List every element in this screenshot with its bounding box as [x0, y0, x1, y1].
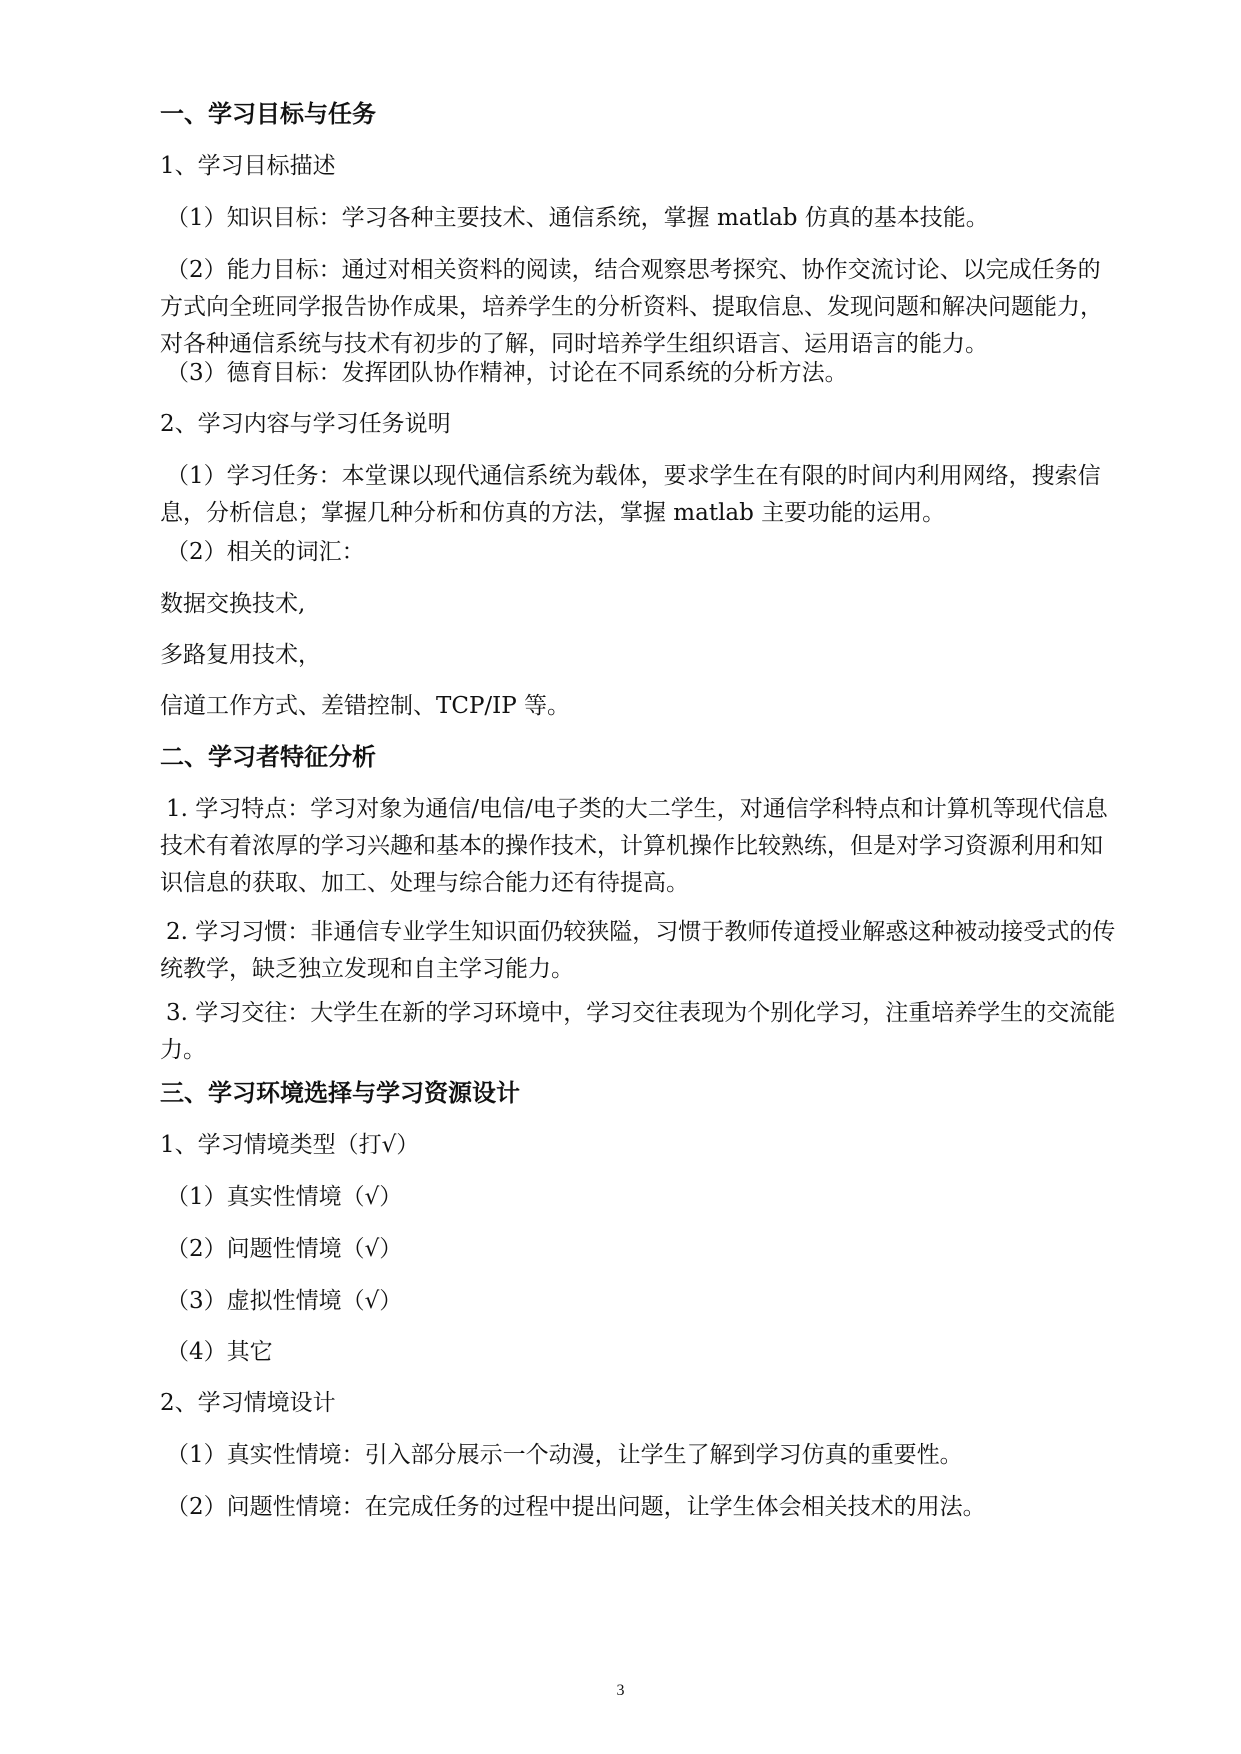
situation-type-2: （2）问题性情境（√）: [166, 1236, 403, 1262]
situation-design-1: （1）真实性情境：引入部分展示一个动漫，让学生了解到学习仿真的重要性。: [166, 1442, 963, 1468]
learner-feature-1: 1. 学习特点：学习对象为通信/电信/电子类的大二学生，对通信学科特点和计算机等现代信息技术有着浓厚的学习兴趣和基本的操作技术，计算机操作比较熟练，但是对学习资源利用和知识信息的获取、加工、处理与综合能力还有待提高。: [160, 796, 1108, 896]
page-number: 3: [616, 1682, 625, 1699]
vocabulary-label: （2）相关的词汇：: [166, 539, 365, 565]
moral-goal: （3）德育目标：发挥团队协作精神，讨论在不同系统的分析方法。: [166, 360, 848, 386]
learning-task: （1）学习任务：本堂课以现代通信系统为载体，要求学生在有限的时间内利用网络，搜索信息，分析信息；掌握几种分析和仿真的方法，掌握 matlab 主要功能的运用。: [160, 463, 1101, 526]
ability-goal: （2）能力目标：通过对相关资料的阅读，结合观察思考探究、协作交流讨论、以完成任务的方式向全班同学报告协作成果，培养学生的分析资料、提取信息、发现问题和解决问题能力，对各种通信系统与技术有初步的了解，同时培养学生组织语言、运用语言的能力。: [160, 257, 1103, 357]
vocabulary-item-3: 信道工作方式、差错控制、TCP/IP 等。: [160, 693, 571, 719]
vocabulary-item-2: 多路复用技术，: [160, 642, 321, 668]
subheading-situation-design: 2、学习情境设计: [160, 1390, 336, 1416]
section-3-heading: 三、学习环境选择与学习资源设计: [160, 1079, 520, 1107]
subheading-situation-type: 1、学习情境类型（打√）: [160, 1132, 420, 1158]
subheading-learning-goals: 1、学习目标描述: [160, 153, 336, 179]
knowledge-goal: （1）知识目标：学习各种主要技术、通信系统，掌握 matlab 仿真的基本技能。: [166, 205, 989, 231]
subheading-content-tasks: 2、学习内容与学习任务说明: [160, 411, 451, 437]
learner-feature-3: 3. 学习交往：大学生在新的学习环境中，学习交往表现为个别化学习，注重培养学生的交流能力。: [160, 1000, 1116, 1063]
section-1-heading: 一、学习目标与任务: [160, 100, 376, 128]
section-2-heading: 二、学习者特征分析: [160, 743, 376, 771]
situation-design-2: （2）问题性情境：在完成任务的过程中提出问题，让学生体会相关技术的用法。: [166, 1494, 986, 1520]
situation-type-4: （4）其它: [166, 1339, 273, 1365]
situation-type-1: （1）真实性情境（√）: [166, 1184, 403, 1210]
learner-feature-2: 2. 学习习惯：非通信专业学生知识面仍较狭隘，习惯于教师传道授业解惑这种被动接受式的传统教学，缺乏独立发现和自主学习能力。: [160, 919, 1116, 982]
vocabulary-item-1: 数据交换技术,: [160, 591, 306, 617]
situation-type-3: （3）虚拟性情境（√）: [166, 1288, 403, 1314]
